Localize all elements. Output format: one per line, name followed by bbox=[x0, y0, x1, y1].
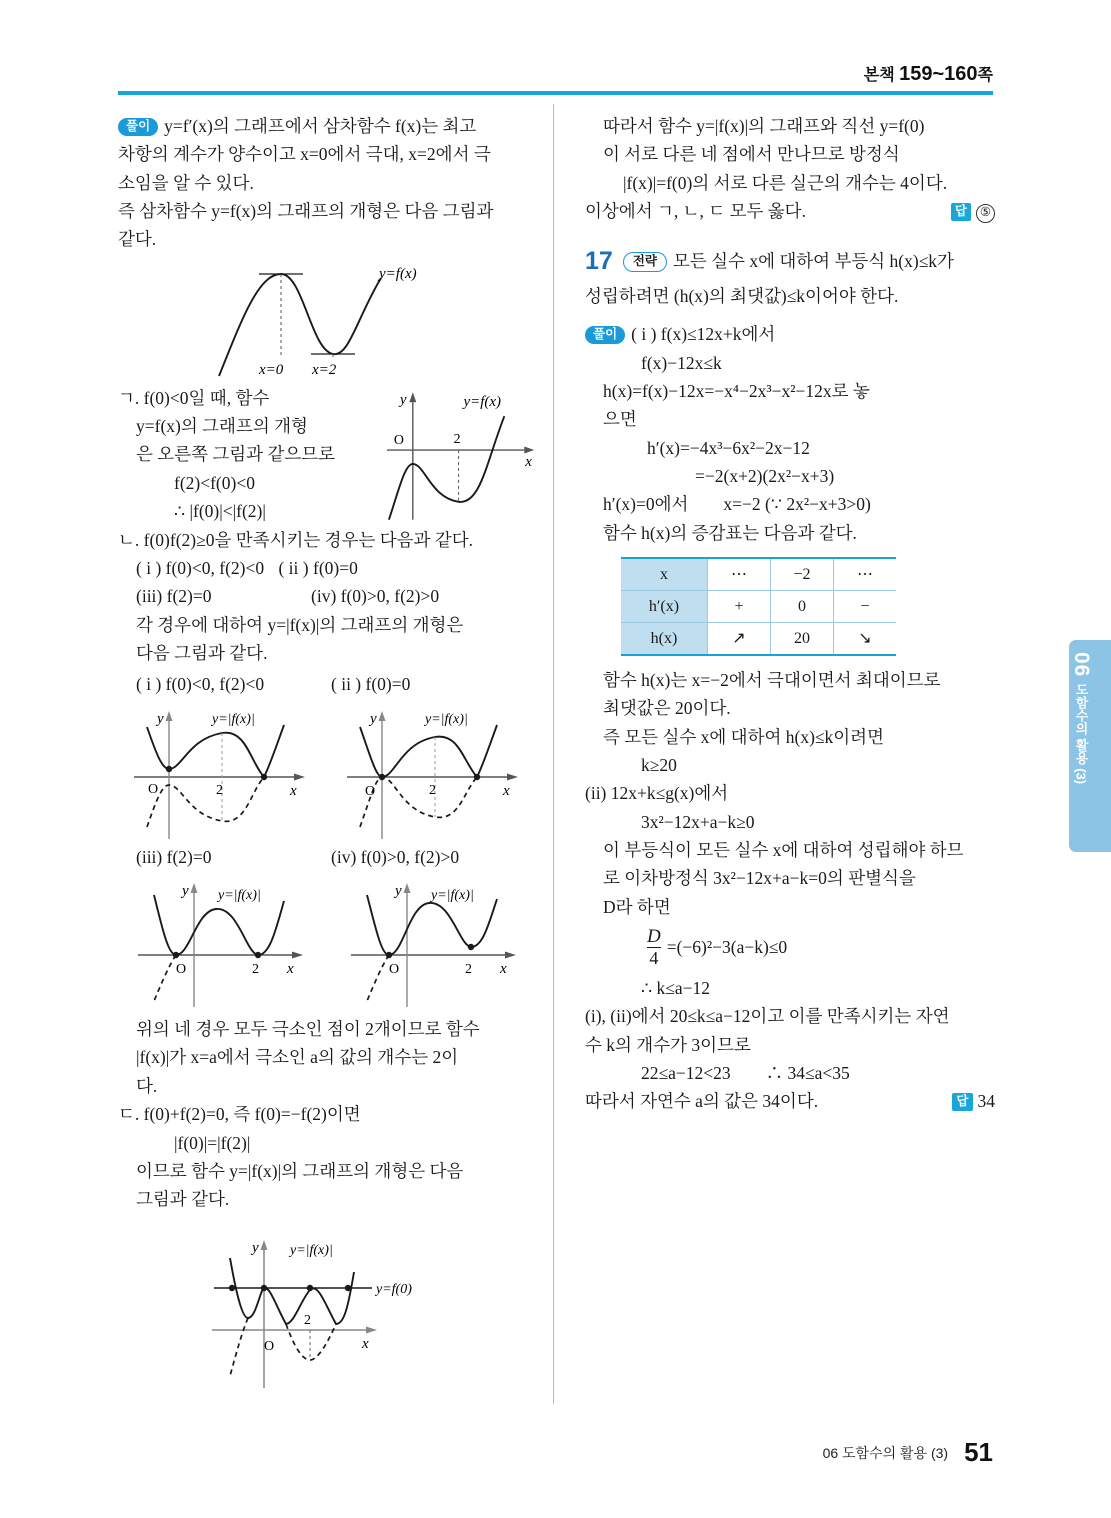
problem-17-strategy-text-2: 성립하려면 (h(x)의 최댓값)≤k이어야 한다. bbox=[585, 285, 899, 306]
column-divider bbox=[553, 104, 554, 1404]
figure-item-g-xtick: 2 bbox=[453, 431, 461, 447]
problem-17-final-eq: 22≤a−12<23 ∴ 34≤a<35 bbox=[641, 1062, 850, 1083]
item-n-case-iv: (iv) f(0)>0, f(2)>0 bbox=[311, 586, 440, 607]
item-n-text-3: 다음 그림과 같다. bbox=[136, 643, 268, 664]
cont-line-4-row bbox=[585, 197, 995, 225]
problem-17-case-i-label: ( i ) f(x)≤12x+k에서 bbox=[631, 324, 776, 345]
fig-caption-iii: (iii) f(2)=0 bbox=[136, 846, 212, 867]
solution-line-1: y=f′(x)의 그래프에서 삼차함수 f(x)는 최고 bbox=[164, 116, 477, 136]
figure-item-g-xaxis-label: x bbox=[525, 453, 532, 470]
figure-item-d-xtick: 2 bbox=[303, 1312, 311, 1328]
problem-17-final-text: 따라서 자연수 a의 값은 34이다. bbox=[585, 1091, 819, 1112]
figure-abs-case-iii bbox=[124, 871, 324, 1011]
problem-17-final-line-1: (i), (ii)에서 20≤k≤a−12이고 이를 만족시키는 자연 bbox=[585, 1006, 950, 1027]
problem-17-eq-3: =−2(x+2)(2x²−x+3) bbox=[695, 465, 835, 486]
chapter-side-tab-label: 도함수의 활용 (3) bbox=[1073, 683, 1089, 785]
fig-caption-i: ( i ) f(0)<0, f(2)<0 bbox=[136, 674, 265, 695]
figure-item-g-origin: O bbox=[393, 432, 404, 448]
figure-abs-case-iii-curve-label: y=|f(x)| bbox=[218, 888, 261, 904]
problem-17-eq-2: h′(x)=−4x³−6x²−2x−12 bbox=[647, 437, 810, 458]
table-cell-hprime-1: + bbox=[708, 590, 771, 622]
problem-17-case-ii-eq: 3x²−12x+a−k≥0 bbox=[641, 811, 755, 832]
figure-abs-case-iii-yaxis: y bbox=[182, 883, 189, 900]
item-n-text-2: 각 경우에 대하여 y=|f(x)|의 그래프의 개형은 bbox=[136, 614, 464, 635]
item-g-text-1: f(0)<0일 때, 함수 bbox=[143, 387, 270, 408]
figure-abs-case-iv-yaxis: y bbox=[395, 883, 402, 900]
fig-caption-ii: ( ii ) f(0)=0 bbox=[331, 674, 411, 695]
item-n-cases-row-1 bbox=[118, 554, 543, 582]
solution-line-2: 차항의 계수가 양수이고 x=0에서 극대, x=2에서 극 bbox=[118, 144, 491, 165]
figure-item-g-yaxis-label: y bbox=[399, 391, 407, 408]
cont-line-4: 이상에서 ㄱ, ㄴ, ㄷ 모두 옳다. bbox=[585, 201, 806, 222]
figure-item-d-xaxis: x bbox=[361, 1335, 369, 1352]
item-d-line-1 bbox=[118, 1100, 543, 1128]
solution-badge-17: 풀이 bbox=[585, 326, 625, 344]
figure-abs-case-i-xaxis: x bbox=[290, 782, 297, 799]
figure-abs-case-iii-origin: O bbox=[176, 962, 187, 978]
item-n-line-1 bbox=[118, 526, 543, 554]
figure-abs-case-iv-origin: O bbox=[389, 962, 400, 978]
figure-abs-case-ii-origin: O bbox=[365, 783, 376, 799]
problem-17-case-ii-line-1: 이 부등식이 모든 실수 x에 대하여 성립해야 하므 bbox=[603, 840, 964, 861]
item-n-concl-2: |f(x)|가 x=a에서 극소인 a의 값의 개수는 2이 bbox=[136, 1047, 459, 1068]
right-column bbox=[585, 112, 995, 1116]
figure-row-abs-1 bbox=[118, 699, 543, 841]
item-n-case-iii: (iii) f(2)=0 bbox=[136, 586, 212, 607]
item-g-text-2: y=f(x)의 그래프의 개형 bbox=[136, 416, 308, 437]
figure-cubic-tick-left: x=0 bbox=[258, 361, 283, 378]
problem-17-case-ii-label: (ii) 12x+k≤g(x)에서 bbox=[585, 783, 729, 804]
item-g-text-3: 은 오른쪽 그림과 같으므로 bbox=[136, 444, 336, 465]
table-cell-h-2: 20 bbox=[771, 622, 834, 655]
table-cell-hprime-3: − bbox=[834, 590, 897, 622]
figure-item-d-graph bbox=[186, 1220, 476, 1395]
problem-17-case-ii-line-2: 로 이차방정식 3x²−12x+a−k=0의 판별식을 bbox=[603, 868, 916, 889]
solution-badge: 풀이 bbox=[118, 118, 158, 136]
figure-cubic-curve-label: y=f(x) bbox=[378, 265, 417, 282]
problem-17-line-2: h(x)=f(x)−12x=−x⁴−2x³−x²−12x로 놓 bbox=[603, 380, 870, 401]
figure-item-d-origin: O bbox=[263, 1338, 274, 1354]
discriminant-conclusion: ∴ k≤a−12 bbox=[641, 977, 711, 998]
figure-item-d-curve-label: y=|f(x)| bbox=[289, 1242, 333, 1258]
problem-17-after-table-2: 최댓값은 20이다. bbox=[603, 698, 731, 719]
table-head-x: x bbox=[621, 558, 708, 591]
discriminant-denominator: 4 bbox=[647, 947, 661, 968]
cont-line-3: |f(x)|=f(0)의 서로 다른 실근의 개수는 4이다. bbox=[623, 172, 948, 193]
item-d-eq-1: |f(0)|=|f(2)| bbox=[174, 1132, 251, 1153]
answer-17-value: 34 bbox=[977, 1091, 995, 1112]
answer-17 bbox=[952, 1087, 995, 1115]
item-g-marker: ㄱ. bbox=[118, 387, 140, 408]
discriminant-fraction bbox=[647, 927, 661, 968]
figure-abs-case-i-yaxis: y bbox=[157, 710, 164, 727]
discriminant-equation bbox=[585, 927, 995, 968]
footer-chapter-sub: (3) bbox=[930, 1445, 949, 1461]
figure-abs-case-i bbox=[124, 699, 324, 841]
problem-17-solution-line-1 bbox=[585, 320, 995, 348]
book-ref-prefix: 본책 bbox=[863, 67, 900, 84]
book-reference bbox=[118, 62, 993, 86]
fig-captions-top bbox=[118, 670, 543, 698]
item-g-eq-2: ∴ |f(0)|<|f(2)| bbox=[174, 501, 266, 522]
solution-line-3: 소임을 알 수 있다. bbox=[118, 172, 254, 193]
item-n-concl-1: 위의 네 경우 모두 극소인 점이 2개이므로 함수 bbox=[136, 1019, 480, 1040]
answer-badge: 답 bbox=[951, 203, 971, 221]
header-rule bbox=[118, 91, 993, 95]
solution-paragraph-line-1 bbox=[118, 112, 543, 140]
figure-item-d-yaxis: y bbox=[251, 1239, 259, 1256]
table-row-h bbox=[621, 622, 896, 655]
item-d-marker: ㄷ. bbox=[118, 1104, 140, 1125]
item-n-concl-3: 다. bbox=[136, 1075, 158, 1096]
increase-decrease-table bbox=[621, 557, 896, 656]
problem-17-line-3: 으면 bbox=[603, 409, 637, 430]
footer-chapter: 06 도함수의 활용 bbox=[822, 1445, 931, 1461]
fig-captions-bottom bbox=[118, 843, 543, 871]
figure-abs-case-ii-xaxis: x bbox=[503, 782, 510, 799]
table-row-x bbox=[621, 558, 896, 591]
item-d-text-1: f(0)+f(2)=0, 즉 f(0)=−f(2)이면 bbox=[143, 1104, 361, 1125]
figure-abs-case-i-curve-label: y=|f(x)| bbox=[212, 711, 255, 727]
table-cell-x-3: ⋯ bbox=[834, 558, 897, 591]
figure-cubic-fx bbox=[181, 258, 481, 380]
figure-abs-case-iv-xtick: 2 bbox=[465, 962, 472, 978]
item-d-text-2: 이므로 함수 y=|f(x)|의 그래프의 개형은 다음 bbox=[136, 1160, 464, 1181]
problem-17-eq-k20: k≥20 bbox=[641, 755, 677, 775]
figure-abs-case-iv-xaxis: x bbox=[500, 961, 507, 978]
table-cell-hprime-2: 0 bbox=[771, 590, 834, 622]
item-n-text-1: f(0)f(2)≥0을 만족시키는 경우는 다음과 같다. bbox=[143, 529, 474, 550]
figure-item-d-line-label: y=f(0) bbox=[375, 1281, 412, 1297]
problem-17-final-line-2: 수 k의 개수가 3이므로 bbox=[585, 1034, 751, 1055]
chapter-side-tab-inner bbox=[1069, 640, 1093, 852]
table-head-h: h(x) bbox=[621, 622, 708, 655]
cont-line-2: 이 서로 다른 네 점에서 만나므로 방정식 bbox=[603, 144, 900, 165]
chapter-side-tab bbox=[1069, 640, 1111, 852]
cont-line-1: 따라서 함수 y=|f(x)|의 그래프와 직선 y=f(0) bbox=[603, 116, 925, 136]
book-ref-suffix: 쪽 bbox=[977, 67, 993, 84]
item-n-cases-row-2 bbox=[118, 582, 543, 610]
item-g-line-1 bbox=[118, 384, 369, 412]
problem-17-after-table-1: 함수 h(x)는 x=−2에서 극대이면서 최대이므로 bbox=[603, 669, 941, 690]
strategy-badge: 전략 bbox=[623, 252, 667, 271]
problem-17-final-row bbox=[585, 1087, 995, 1115]
left-column bbox=[118, 112, 543, 1399]
item-g-eq-1: f(2)<f(0)<0 bbox=[174, 472, 255, 493]
item-n-case-i: ( i ) f(0)<0, f(2)<0 bbox=[136, 558, 265, 579]
page-number: 51 bbox=[964, 1437, 993, 1467]
figure-item-g-graph bbox=[369, 386, 543, 526]
problem-17-after-table-3: 즉 모든 실수 x에 대하여 h(x)≤k이려면 bbox=[603, 726, 884, 747]
page-footer bbox=[0, 1437, 1111, 1468]
answer-16-value: ⑤ bbox=[976, 204, 995, 223]
figure-cubic-tick-right: x=2 bbox=[311, 361, 336, 378]
figure-abs-case-iii-xaxis: x bbox=[287, 961, 294, 978]
figure-abs-case-i-xtick: 2 bbox=[216, 782, 223, 798]
table-row-hprime bbox=[621, 590, 896, 622]
figure-abs-case-iii-xtick: 2 bbox=[252, 962, 259, 978]
table-cell-h-1: ↗ bbox=[708, 622, 771, 655]
figure-abs-case-ii bbox=[337, 699, 537, 841]
discriminant-rhs: =(−6)²−3(a−k)≤0 bbox=[666, 937, 788, 958]
chapter-side-tab-number: 06 bbox=[1070, 652, 1093, 678]
item-n-case-ii: ( ii ) f(0)=0 bbox=[278, 558, 358, 579]
table-head-hprime: h′(x) bbox=[621, 590, 708, 622]
answer-badge-17: 답 bbox=[952, 1093, 972, 1111]
answer-16 bbox=[951, 197, 995, 225]
problem-17-strategy-line-1 bbox=[585, 241, 995, 282]
figure-abs-case-ii-yaxis: y bbox=[370, 710, 377, 727]
figure-item-g-curve-label: y=f(x) bbox=[463, 393, 501, 410]
table-cell-h-3: ↘ bbox=[834, 622, 897, 655]
figure-abs-case-ii-curve-label: y=|f(x)| bbox=[425, 711, 468, 727]
discriminant-numerator: D bbox=[647, 926, 661, 948]
problem-17-eq-1: f(x)−12x≤k bbox=[641, 352, 722, 373]
problem-17-strategy-text-1: 모든 실수 x에 대하여 부등식 h(x)≤k가 bbox=[672, 251, 954, 272]
item-d-text-3: 그림과 같다. bbox=[136, 1189, 230, 1210]
table-cell-x-2: −2 bbox=[771, 558, 834, 591]
problem-17-line-4: h′(x)=0에서 x=−2 (∵ 2x²−x+3>0) bbox=[603, 494, 871, 515]
figure-abs-case-iv-curve-label: y=|f(x)| bbox=[431, 888, 474, 904]
increase-decrease-table-wrap bbox=[621, 557, 995, 656]
figure-row-abs-2 bbox=[118, 871, 543, 1011]
problem-17-line-5: 함수 h(x)의 증감표는 다음과 같다. bbox=[603, 522, 857, 543]
figure-abs-case-i-origin: O bbox=[148, 781, 159, 797]
figure-abs-case-ii-xtick: 2 bbox=[429, 782, 436, 798]
page-header bbox=[118, 62, 993, 95]
fig-caption-iv: (iv) f(0)>0, f(2)>0 bbox=[331, 846, 460, 867]
problem-17-case-ii-line-3: D라 하면 bbox=[603, 896, 671, 917]
solution-line-4: 즉 삼차함수 y=f(x)의 그래프의 개형은 다음 그림과 bbox=[118, 201, 494, 222]
item-n-marker: ㄴ. bbox=[118, 529, 140, 550]
table-cell-x-1: ⋯ bbox=[708, 558, 771, 591]
figure-abs-case-iv bbox=[337, 871, 537, 1011]
problem-17-number: 17 bbox=[585, 247, 613, 276]
book-ref-pages: 159~160 bbox=[899, 63, 978, 85]
solution-line-5: 같다. bbox=[118, 229, 157, 250]
